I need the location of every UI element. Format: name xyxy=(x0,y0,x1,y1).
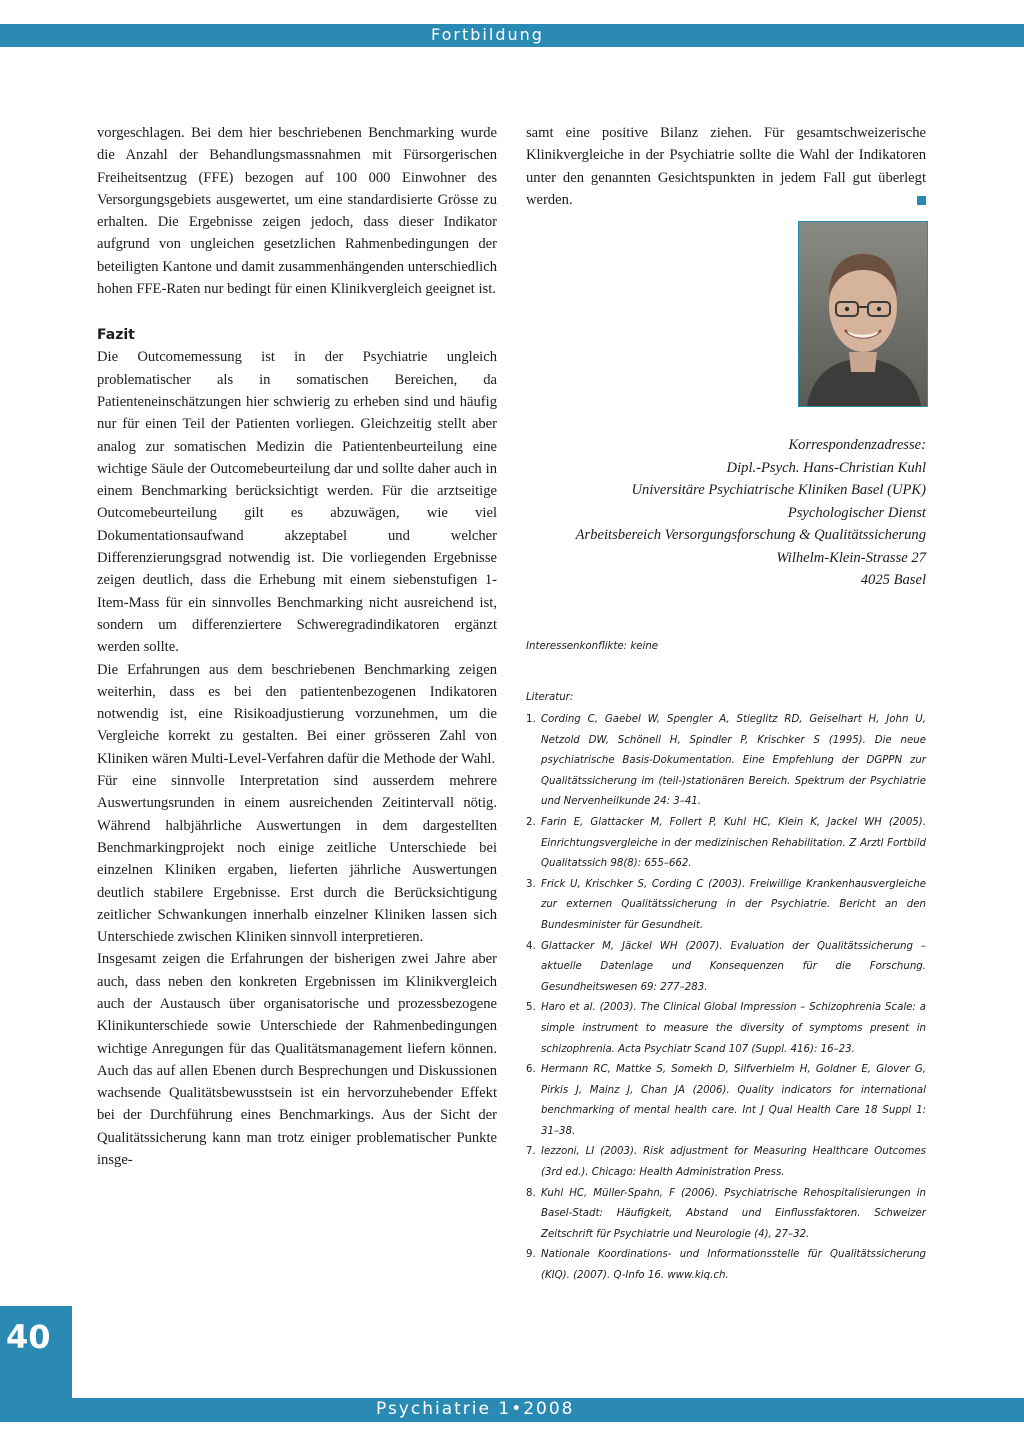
reference-item xyxy=(526,1060,926,1142)
reference-text: Hermann RC, Mattke S, Somekh D, Silfverhielm H, Goldner E, Glover G, Pirkis J, Mainz J, Chan JA (2006). Quality indicators for international benchmarking of mental health care. Int J Qual Health Care 18 Suppl 1: 31–38. xyxy=(541,1064,926,1137)
reference-text: Farin E, Glattacker M, Follert P, Kuhl HC, Klein K, Jackel WH (2005). Einrichtungsvergleiche in der medizinischen Rehabilitation. Z Arztl Fortbild Qualitatssich 98(8): 655–662. xyxy=(541,816,926,870)
literature-heading: Literatur: xyxy=(526,692,574,703)
reference-number: 3. xyxy=(526,878,536,890)
reference-item xyxy=(526,710,926,813)
reference-item xyxy=(526,875,926,937)
city: 4025 Basel xyxy=(860,572,926,588)
author-photo xyxy=(798,221,928,407)
correspondence-address xyxy=(526,434,926,592)
reference-text: Iezzoni, LI (2003). Risk adjustment for Measuring Healthcare Outcomes (3rd ed.). Chicago: Health Administration Press. xyxy=(541,1146,926,1179)
reference-text: Glattacker M, Jäckel WH (2007). Evaluation der Qualitätssicherung – aktuelle Datenlage und Konsequenzen für die Forschung. Gesundheitswesen 69: 277–283. xyxy=(541,940,926,993)
continuation-paragraph xyxy=(526,122,926,211)
footer-bar xyxy=(0,1398,1024,1422)
reference-item xyxy=(526,1245,926,1286)
reference-list xyxy=(526,710,926,1287)
reference-number: 2. xyxy=(526,816,536,828)
journal-issue: Psychiatrie 1•2008 xyxy=(376,1399,575,1419)
end-of-article-mark xyxy=(917,196,926,205)
right-text-column xyxy=(526,122,926,211)
author-portrait-image xyxy=(799,222,927,406)
section-header-bar xyxy=(0,24,1024,47)
institution: Universitäre Psychiatrische Kliniken Basel (UPK) xyxy=(631,482,926,498)
body-paragraph: Die Erfahrungen aus dem beschriebenen Benchmarking zeigen weiterhin, dass es bei den patientenbezogenen Indikatoren notwendig ist, eine Risikoadjustierung vorzunehmen, um die Vergleiche korrekt zu gestalten. Bei einer grösseren Zahl von Kliniken wären Multi-Level-Verfahren dafür die Methode der Wahl. xyxy=(97,661,497,767)
reference-text: Kuhl HC, Müller-Spahn, F (2006). Psychiatrische Rehospitalisierungen in Basel-Stadt: Häufigkeit, Abstand und Einflussfaktoren. Schweizer Zeitschrift für Psychiatrie und Neurologie (4), 27–32. xyxy=(541,1187,926,1240)
department: Psychologischer Dienst xyxy=(787,504,926,521)
address-label: Korrespondenzadresse: xyxy=(788,437,926,453)
reference-number: 9. xyxy=(526,1249,536,1261)
section-title: Fortbildung xyxy=(431,25,544,44)
spacer xyxy=(97,300,497,324)
reference-text: Frick U, Krischker S, Cording C (2003). Freiwillige Krankenhausvergleiche zur externen Qualitätssicherung in der Psychiatrie. Bericht an den Bundesminister für Gesundheit. xyxy=(541,878,926,931)
reference-number: 8. xyxy=(526,1187,536,1199)
author-name: Dipl.-Psych. Hans-Christian Kuhl xyxy=(726,459,926,476)
reference-item xyxy=(526,937,926,999)
unit: Arbeitsbereich Versorgungsforschung & Qualitätssicherung xyxy=(575,527,926,543)
left-text-column xyxy=(97,122,497,1171)
page-number: 40 xyxy=(6,1318,51,1356)
page-number-tab xyxy=(0,1306,72,1406)
reference-item xyxy=(526,998,926,1060)
reference-number: 1. xyxy=(526,714,536,725)
reference-text: Haro et al. (2003). The Clinical Global Impression – Schizophrenia Scale: a simple instrument to measure the diversity of symptoms present in schizophrenia. Acta Psychiatr Scand 107 (Suppl. 416): 16–23. xyxy=(541,1002,926,1055)
reference-number: 7. xyxy=(526,1146,536,1158)
reference-number: 6. xyxy=(526,1064,536,1076)
street: Wilhelm-Klein-Strasse 27 xyxy=(776,549,926,566)
reference-text: Cording C, Gaebel W, Spengler A, Stieglitz RD, Geiselhart H, John U, Netzold DW, Schönell H, Spindler P, Krischker S (1995). Die neue psychiatrische Basis-Dokumentation. Eine Empfehlung der DGPPN zur Qualitätssicherung im (teil-)stationären Bereich. Spektrum der Psychiatrie und Nervenheilkunde 24: 3–41. xyxy=(541,714,926,808)
continuation-text: samt eine positive Bilanz ziehen. Für gesamtschweizerische Klinikvergleiche in der Psychiatrie sollte die Wahl der Indikatoren unter den genannten Gesichtspunkten in jedem Fall gut überlegt werden. xyxy=(526,125,926,208)
reference-number: 4. xyxy=(526,940,536,952)
reference-number: 5. xyxy=(526,1002,536,1014)
reference-text: Nationale Koordinations- und Informationsstelle für Qualitätssicherung (KIQ). (2007). Q-Info 16. www.kiq.ch. xyxy=(541,1249,926,1282)
body-paragraph: Für eine sinnvolle Interpretation sind ausserdem mehrere Auswertungsrunden in einem ausreichenden Zeitintervall nötig. Während halbjährliche Auswertungen in dem dargestellten Benchmarkingprojekt noch einige zeitliche Unterschiede bei einzelnen Kliniken ergaben, lieferten jährliche Auswertungen deutlich stabilere Ergebnisse. Erst durch die Berücksichtigung zeitlicher Schwankungen innerhalb einzelner Kliniken lassen sich Unterschiede zwischen Kliniken sinnvoll interpretieren. xyxy=(97,773,497,946)
section-heading: Fazit xyxy=(97,327,135,344)
body-paragraph: Insgesamt zeigen die Erfahrungen der bisherigen zwei Jahre aber auch, dass neben den konkreten Ergebnissen im Klinikvergleich auch der Austausch über organisatorische und prozessbezogene Klinikunterschiede sowie Unterschiede der Rahmenbedingungen wichtige Anregungen für das Qualitätsmanagement liefern können. Auch das auf allen Ebenen durch Besprechungen und Diskussionen wachsende Qualitätsbewusstsein ist ein hervorzuhebender Effekt bei der Durchführung eines Benchmarkings. Aus der Sicht der Qualitätssicherung kann man trotz einiger problematischer Punkte insge- xyxy=(97,951,497,1169)
conflicts-of-interest: Interessenkonflikte: keine xyxy=(526,641,659,652)
body-paragraph: vorgeschlagen. Bei dem hier beschriebenen Benchmarking wurde die Anzahl der Behandlungsmassnahmen mit Fürsorgerischen Freiheitsentzug (FFE) bezogen auf 100 000 Einwohner des Versorgungsgebiets ausgewertet, um eine standardisierte Grösse zu erhalten. Die Ergebnisse zeigen jedoch, dass dieser Indikator aufgrund von ungleichen gesetzlichen Rahmenbedingungen der beteiligten Kantone und damit zusammenhängenden unterschiedlich hohen FFE-Raten nur bedingt für einen Klinikvergleich geeignet ist. xyxy=(97,125,497,298)
body-paragraph: Die Outcomemessung ist in der Psychiatrie ungleich problematischer als in somatischen Bereichen, da Patienteneinschätzungen hier schwierig zu erheben sind und häufig nur für einen Teil der Patienten vorliegen. Gleichzeitig stellt aber analog zur somatischen Medizin die Patientenbeurteilung eine wichtige Säule der Outcomebeurteilung dar und sollte daher auch in einem Benchmarking berücksichtigt werden. Für die arztseitige Outcomebeurteilung gilt es abzuwägen, wie viel Dokumentationsaufwand akzeptabel und welcher Differenzierungsgrad notwendig ist. Die vorliegenden Ergebnisse zeigen deutlich, dass die Erhebung mit einem siebenstufigen 1-Item-Mass für ein sinnvolles Benchmarking nicht ausreichend ist, sondern um differenziertere Schweregradindikatoren ergänzt werden sollte. xyxy=(97,349,497,656)
reference-item xyxy=(526,1184,926,1246)
reference-item xyxy=(526,1142,926,1183)
reference-item xyxy=(526,813,926,875)
